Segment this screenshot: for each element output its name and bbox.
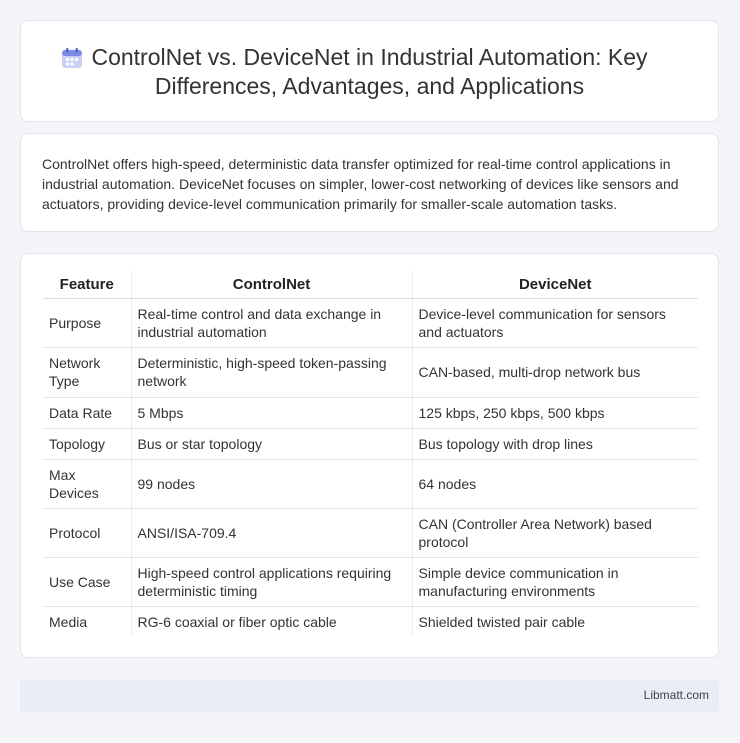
table-row <box>43 606 698 637</box>
feature-cell: Use Case <box>43 557 131 606</box>
footer-brand-link[interactable]: Libmatt.com <box>643 688 709 702</box>
comparison-table <box>43 270 698 637</box>
header-devicenet: DeviceNet <box>412 270 698 298</box>
table-row <box>43 508 698 557</box>
controlnet-cell: 5 Mbps <box>131 397 412 428</box>
controlnet-cell: Deterministic, high-speed token-passing network <box>131 347 412 397</box>
controlnet-cell: Bus or star topology <box>131 428 412 459</box>
controlnet-cell: 99 nodes <box>131 459 412 508</box>
devicenet-cell: 125 kbps, 250 kbps, 500 kbps <box>412 397 698 428</box>
feature-cell: Media <box>49 613 88 630</box>
controlnet-cell: High-speed control applications requiring deterministic timing <box>131 557 412 606</box>
feature-cell: Topology <box>43 428 131 459</box>
controlnet-cell: RG-6 coaxial or fiber optic cable <box>131 606 412 637</box>
table-header-row <box>43 270 698 298</box>
feature-cell: Protocol <box>43 508 131 557</box>
header-feature: Feature <box>43 270 131 298</box>
summary-text: ControlNet offers high-speed, deterministic data transfer optimized for real-time control applications in industrial automation. DeviceNet focuses on simpler, lower-cost networking of devices like sensors and actuators, providing device-level communication primarily for smaller-scale automation tasks. <box>42 156 679 212</box>
title-card <box>20 20 719 122</box>
table-row <box>43 428 698 459</box>
feature-cell: Network Type <box>43 347 131 397</box>
devicenet-cell: 64 nodes <box>412 459 698 508</box>
table-row <box>43 459 698 508</box>
feature-cell: Data Rate <box>43 397 131 428</box>
table-row <box>43 347 698 397</box>
header-controlnet: ControlNet <box>131 270 412 298</box>
table-row <box>43 298 698 347</box>
devicenet-cell: Device-level communication for sensors and actuators <box>412 298 698 347</box>
feature-cell: Max Devices <box>43 459 131 508</box>
devicenet-cell: Bus topology with drop lines <box>412 428 698 459</box>
page-title: ControlNet vs. DeviceNet in Industrial Automation: Key Differences, Advantages, and Applications <box>91 44 648 99</box>
feature-cell: Purpose <box>43 298 131 347</box>
comparison-card <box>20 253 719 658</box>
devicenet-cell: Simple device communication in manufacturing environments <box>412 557 698 606</box>
controlnet-cell: ANSI/ISA-709.4 <box>131 508 412 557</box>
footer <box>20 680 719 712</box>
table-row <box>43 557 698 606</box>
devicenet-cell: CAN-based, multi-drop network bus <box>412 347 698 397</box>
devicenet-cell: Shielded twisted pair cable <box>412 606 698 637</box>
table-row <box>43 397 698 428</box>
controlnet-cell: Real-time control and data exchange in industrial automation <box>131 298 412 347</box>
devicenet-cell: CAN (Controller Area Network) based protocol <box>412 508 698 557</box>
summary-card <box>20 133 719 232</box>
